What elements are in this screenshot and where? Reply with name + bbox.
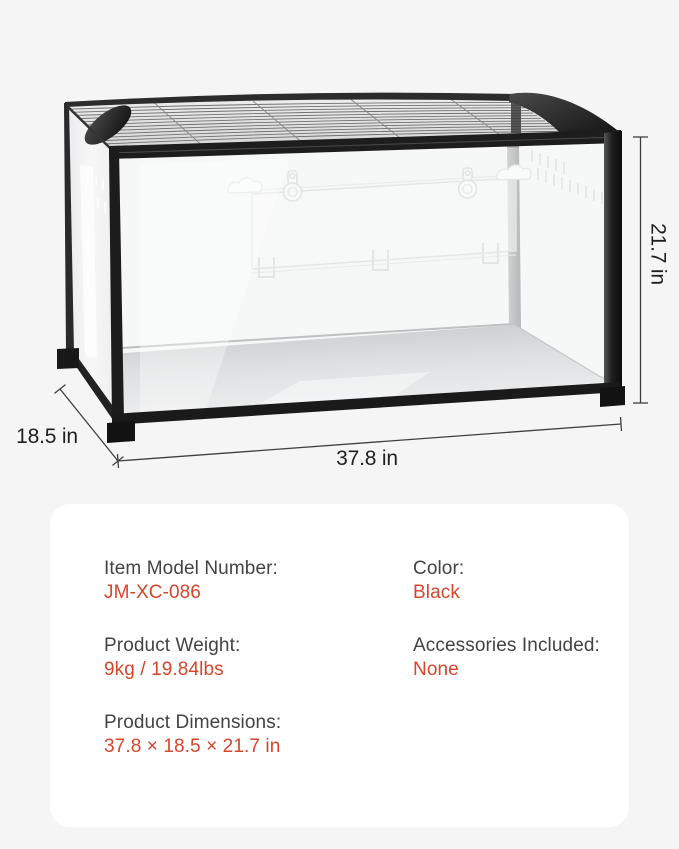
product-info-card [50, 504, 629, 827]
foot-front-left [107, 421, 135, 443]
spec-label: Product Weight: [104, 635, 241, 656]
foot-back-left [57, 348, 79, 369]
mesh-post-shadow [511, 101, 521, 133]
spec-value: None [413, 659, 459, 680]
spec-value: 9kg / 19.84lbs [104, 659, 224, 680]
front-right-post [604, 131, 622, 396]
spec-color [413, 557, 600, 605]
terrarium-left-face [67, 106, 116, 419]
foot-front-right [600, 386, 625, 407]
spec-weight [104, 634, 281, 682]
spec-column-left [104, 557, 281, 759]
width-dimension-label: 37.8 in [336, 447, 398, 470]
spec-label: Accessories Included: [413, 635, 600, 656]
depth-dimension-label: 18.5 in [16, 425, 78, 448]
spec-label: Color: [413, 558, 465, 579]
spec-model-number [104, 557, 281, 605]
spec-value: JM-XC-086 [104, 582, 201, 603]
spec-label: Item Model Number: [104, 558, 278, 579]
spec-value: 37.8 × 18.5 × 21.7 in [104, 736, 281, 757]
spec-accessories [413, 634, 600, 682]
spec-dimensions [104, 711, 281, 759]
spec-column-right [413, 557, 600, 682]
height-dimension-label: 21.7 in [646, 223, 670, 285]
spec-value: Black [413, 582, 460, 603]
spec-label: Product Dimensions: [104, 712, 282, 733]
